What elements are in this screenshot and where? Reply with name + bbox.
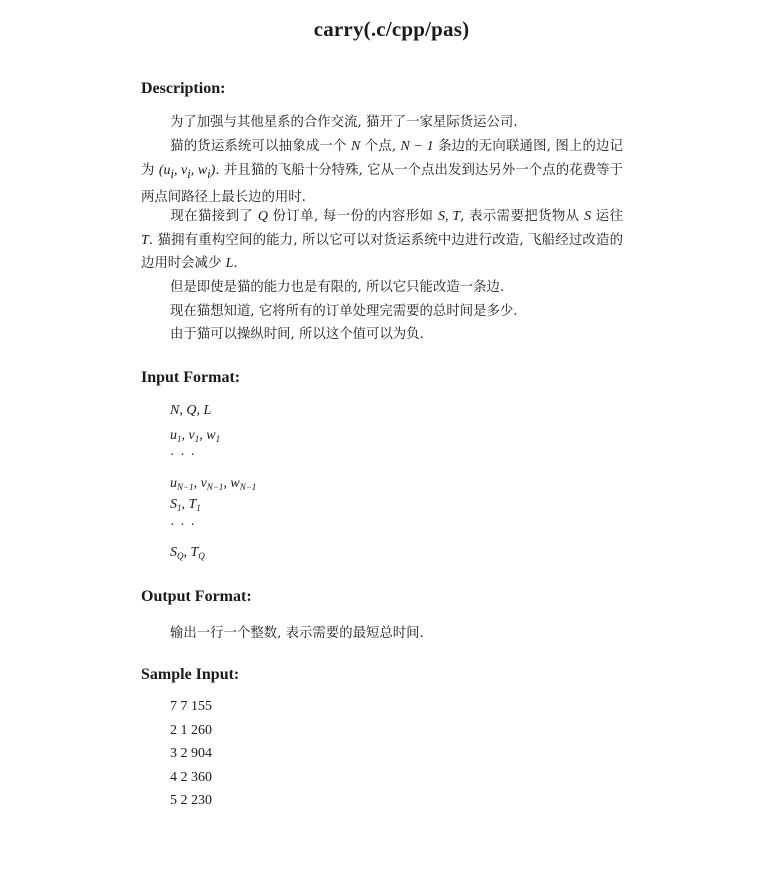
input-format-ellipsis-2: · · · [170,518,196,533]
separator: , [223,476,231,491]
input-format-line-5 [170,545,205,561]
var-sub: 1 [215,434,221,444]
page-title: carry(.c/cpp/pas) [313,17,470,41]
output-format-heading: Output Format: [141,588,252,605]
math-S: S [584,209,592,224]
tuple-part: , v [173,162,188,178]
tuple-sub: i [170,166,174,181]
description-text: , 表示需要把货物从 [460,209,585,224]
input-format-line-4 [170,497,201,513]
description-paragraph-2 [141,135,623,210]
math-N: N [350,139,361,154]
description-text: . [233,256,238,272]
description-paragraph-4 [141,276,623,300]
input-format-line-2 [170,428,220,444]
var-v: v [188,428,195,443]
input-format-ellipsis-1: · · · [170,448,196,463]
description-paragraph-3 [141,205,623,276]
description-paragraph-5 [141,300,623,324]
var-v: v [200,476,207,491]
var-S: S [170,545,177,560]
var-w: w [230,476,240,491]
math-L: L [225,256,234,272]
separator: , [183,545,191,560]
var-sub: 1 [196,503,201,513]
description-text: 现在猫想知道, 它将所有的订单处理完需要的总时间是多少. [170,304,518,319]
var-u: u [170,476,177,491]
var-sub: 1 [177,434,182,444]
sample-input-heading: Sample Input: [141,666,240,683]
description-heading: Description: [141,80,226,97]
tuple-part: ) [210,162,216,178]
description-paragraph-1 [141,111,623,135]
tuple-part: , w [190,162,208,178]
math-edge-tuple [158,162,216,181]
input-format-line-3 [170,476,256,492]
var-sub: Q [198,551,205,561]
var-T: T [188,497,197,512]
description-paragraph-6 [141,323,623,347]
description-text: 现在猫接到了 [170,209,258,224]
var-sub: N−1 [177,482,194,492]
input-format-line-1: N, Q, L [170,403,212,418]
var-sub: 1 [177,503,182,513]
input-format-heading: Input Format: [141,369,241,386]
math-Q: Q [257,209,268,224]
description-text: 猫的货运系统可以抽象成一个 [170,139,351,154]
var-sub: N−1 [206,482,224,492]
var-S: S [170,497,177,512]
description-text: 份订单, 每一份的内容形如 [267,209,438,224]
math-S-T: S, T [437,209,461,224]
var-sub: N−1 [239,482,257,492]
var-T: T [190,545,199,560]
var-sub: Q [177,551,184,561]
tuple-sub: i [207,166,211,181]
sample-input-line-4: 4 2 360 [170,770,212,785]
separator: , [181,428,189,443]
output-format-text: 输出一行一个整数, 表示需要的最短总时间. [170,626,424,641]
tuple-sub: i [187,166,191,181]
description-text: 条边的无向联通图, 图上的边记为 [141,139,623,178]
sample-input-line-3: 3 2 904 [170,746,212,761]
description-text: . 并且猫的飞船十分特殊, 它从一个点出发到达另外一个点的花费等于两点间路径上最长边的用时. [141,162,623,205]
separator: , [199,428,207,443]
sample-input-line-1: 7 7 155 [170,699,212,714]
var-sub: 1 [194,434,200,444]
description-text: . 猫拥有重构空间的能力, 所以它可以对货运系统中边进行改造, 飞船经过改造的边用时会减少 [141,232,623,272]
description-text: 个点, [360,139,401,154]
description-text: 但是即使是猫的能力也是有限的, 所以它只能改造一条边. [170,280,505,295]
math-N-minus-1: N − 1 [400,139,434,154]
var-w: w [206,428,216,443]
description-text: 由于猫可以操纵时间, 所以这个值可以为负. [170,327,424,342]
var-u: u [170,428,177,443]
description-text: 运往 [591,209,623,224]
sample-input-line-5: 5 2 230 [170,793,212,808]
sample-input-line-2: 2 1 260 [170,723,212,738]
separator: , [181,497,189,512]
separator: , [193,476,201,491]
tuple-part: (u [158,162,171,178]
math-T: T [141,232,149,248]
description-text: 为了加强与其他星系的合作交流, 猫开了一家星际货运公司. [170,115,518,130]
